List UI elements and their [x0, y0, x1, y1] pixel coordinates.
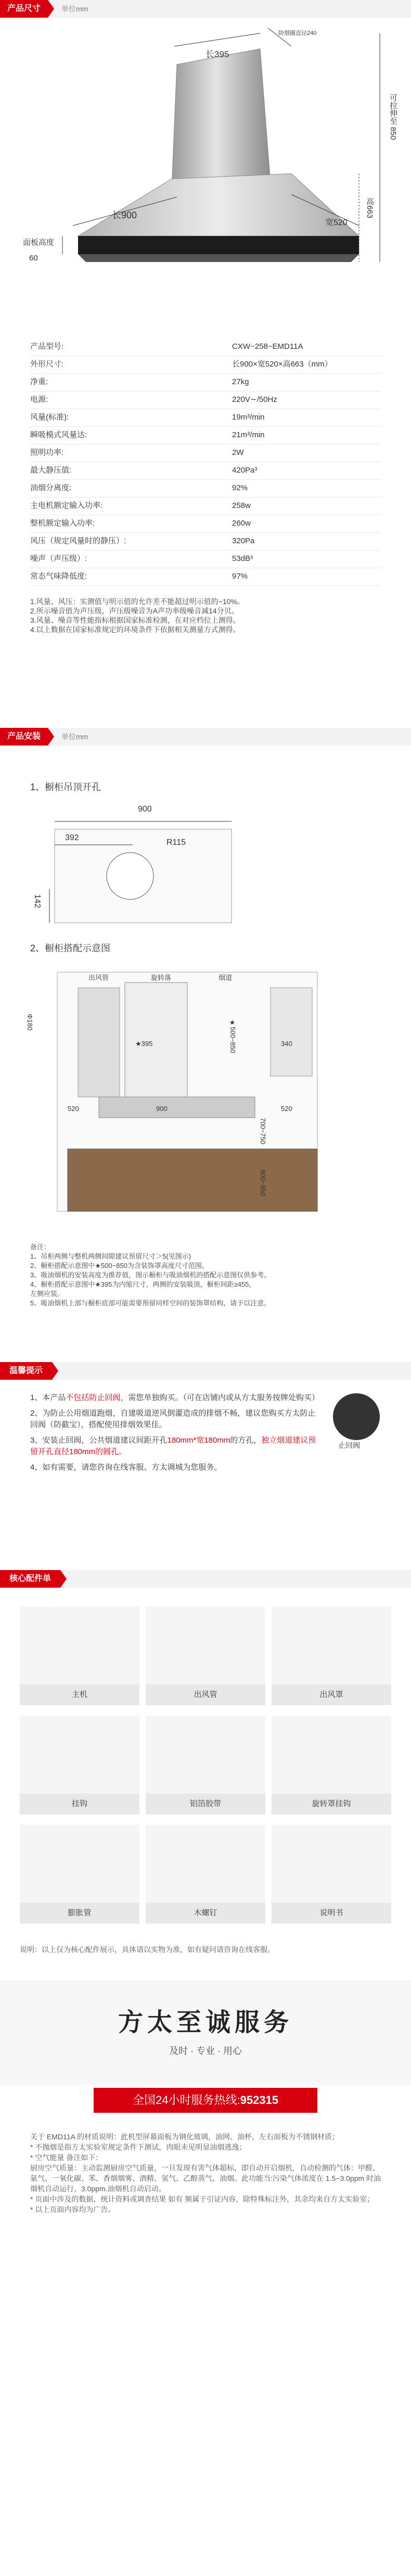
install-unit: 单位mm: [61, 733, 88, 741]
dim-900: 长900: [112, 210, 137, 220]
dim-900-label: 900: [138, 805, 152, 814]
size-header-bar: [0, 0, 411, 18]
spec-row: [30, 373, 381, 391]
spec-row: [30, 532, 381, 551]
spec-value: 320Pa: [232, 537, 255, 545]
spec-key: 油烟分离度:: [30, 483, 72, 492]
accessory-label: 说明书: [272, 1903, 391, 1924]
service-sub: 及时 · 专业 · 用心: [169, 2046, 242, 2056]
smoke-label: 烟道: [219, 974, 233, 982]
spec-value: CXW−258−EMD11A: [232, 342, 303, 351]
accessory-card: [146, 1606, 265, 1705]
dim-395-line: [174, 33, 260, 46]
install-step2: 2、橱柜搭配示意图: [30, 943, 111, 953]
hood-cover: [125, 983, 187, 1097]
accessory-image: [20, 1716, 139, 1794]
dim-395: 长395: [206, 49, 229, 59]
spec-value: 长900×宽520×高663（mm）: [232, 360, 332, 369]
rotate-label: 旋转落: [151, 974, 172, 982]
spec-row: [30, 462, 381, 480]
glass-panel: [78, 236, 359, 254]
install-notes: 备注： 1、吊柜两侧与整机两侧间隙建议预留尺寸＞5(见图示) 2、橱柜搭配示意图中★500−850为含装饰罩高度尺寸范围。 3、吸油烟机的安装高度为推荐值，图示橱柜与吸油烟机的搭配示意图仅供参考。 4、橱柜搭配示意图中★395为内缩尺寸，两侧的安装吸顶，橱柜间距≥455， 左侧应装。 5、吸油烟机上部与橱柜底部可能需要预留同样空间的装饰罩结构，请予以注意。: [30, 1243, 271, 1307]
dim-60-value: 60: [29, 254, 38, 263]
accessory-card: [272, 1716, 391, 1814]
accessory-card: [20, 1825, 139, 1924]
acc-section-header: [0, 1570, 411, 1588]
spec-value: 260w: [232, 519, 251, 528]
dim-520: 宽520: [325, 218, 348, 227]
spec-key: 外形尺寸:: [30, 360, 64, 369]
spec-value: 420Pa³: [232, 466, 258, 475]
pipe-label: 出风管: [88, 974, 109, 982]
service-title: 方太至诚服务: [118, 2008, 293, 2037]
d340-label: 340: [281, 1040, 292, 1048]
accessory-image: [146, 1825, 265, 1903]
accessory-card: [20, 1716, 139, 1814]
wall-cabinet: [271, 988, 312, 1076]
spec-key: 噪声（声压级）:: [30, 554, 87, 563]
warm-p2: 2、为防止公用烟道跑烟，自建吸道逆风倒灌造成的排烟不畅，建议您购买方太防止回阀（防截宝），搭配使用排烟效果佳。: [30, 1409, 316, 1429]
hotline-bar: [94, 2088, 317, 2113]
d700-label: 700−750: [259, 1118, 267, 1144]
spec-notes: 1.风量、风压：实测值与明示值的允许差不能超过明示值的−10%。 2.所示噪音值为声压级，声压级噪音为A声功率级噪音减14分贝。 3.风量、噪音等性能指标根据国家标准检测，在对应档位上测得。 4.以上数据在国家标准规定的环境条件下依据相关测量方式测得。: [30, 597, 245, 634]
accessory-label: 木螺钉: [146, 1903, 265, 1924]
chimney-shape: [172, 49, 271, 189]
size-unit: 单位mm: [61, 5, 88, 13]
hood-drawing: [0, 18, 411, 324]
spec-row: [30, 409, 381, 427]
spec-value: 97%: [232, 572, 248, 581]
spec-value: 27kg: [232, 377, 249, 386]
spec-row: [30, 356, 381, 374]
warm-bar: [0, 1362, 411, 1380]
size-section-header: [0, 0, 411, 18]
spec-value: 21m³/min: [232, 430, 265, 439]
hotline-number: 952315: [240, 2094, 278, 2107]
spec-key: 最大静压值:: [30, 466, 72, 475]
pipe-shape: [78, 988, 120, 1097]
spec-value: 19m³/min: [232, 413, 265, 422]
accessory-label: 出风管: [146, 1684, 265, 1705]
accessory-image: [272, 1716, 391, 1794]
spec-value: 258w: [232, 501, 251, 510]
spec-row: [30, 479, 381, 498]
install-section-header: [0, 728, 411, 746]
accessory-label: 挂钩: [20, 1794, 139, 1814]
hotline-label: 全国24小时服务热线:: [132, 2094, 240, 2107]
spec-key: 照明功率:: [30, 448, 64, 457]
accessory-card: [146, 1825, 265, 1924]
install-header-bar: [0, 728, 411, 746]
spec-value: 53dB³: [232, 554, 253, 563]
opening-circle: [107, 853, 153, 899]
dim-240: 防烟圈直径240: [278, 30, 317, 36]
dim-142-label: 142: [33, 894, 42, 908]
s395-label: ★395: [135, 1040, 153, 1048]
accessory-label: 旋转罩挂钩: [272, 1794, 391, 1814]
warm-text: [30, 1392, 322, 1473]
dim-663: 高663: [365, 198, 374, 219]
d800-label: 800−850: [259, 1170, 267, 1196]
warm-tips-section: [0, 1362, 411, 1534]
r115-label: R115: [166, 838, 186, 847]
check-valve-icon: [333, 1393, 380, 1440]
d900b-label: 900: [156, 1105, 168, 1113]
accessory-image: [20, 1825, 139, 1903]
acc-tag: 核心配件单: [0, 1570, 60, 1588]
accessory-image: [272, 1606, 391, 1684]
warm-p4: 4、如有需要，请您咨询在线客服、方太调城为您服务。: [30, 1463, 222, 1472]
cabinet-layout-drawing: [0, 962, 411, 1222]
spec-key: 瞬吸模式风量达:: [30, 430, 87, 439]
accessory-label: 主机: [20, 1684, 139, 1705]
install-tag: 产品安装: [0, 728, 48, 746]
spec-row: [30, 550, 381, 568]
valve-label: 止回阀: [338, 1441, 360, 1449]
hood-body: [78, 174, 359, 236]
warm-tag: 温馨提示: [0, 1362, 52, 1380]
spec-key: 主电机额定输入功率:: [30, 501, 103, 510]
warm-p3: 3、安装止回阀，公共烟道建议间距开孔180mm*宽180mm的方孔，独立烟道建议预留开孔直径180mm的圆孔。: [30, 1436, 316, 1456]
hood-base: [99, 1097, 255, 1118]
spec-value: 2W: [232, 448, 244, 457]
spec-value: 220V∼/50Hz: [232, 395, 277, 404]
spec-row: [30, 338, 381, 356]
d520b-label: 520: [281, 1105, 292, 1113]
s500-label: ★500−850: [229, 1019, 237, 1053]
accessory-card: [20, 1606, 139, 1705]
phi180-label: Φ180: [26, 1014, 34, 1031]
base-cabinet: [68, 1149, 317, 1211]
accessory-image: [272, 1825, 391, 1903]
service-banner: [0, 1981, 411, 2116]
spec-row: [30, 568, 381, 586]
d520a-label: 520: [68, 1105, 79, 1113]
accessory-image: [146, 1716, 265, 1794]
cabinet-opening-drawing: [0, 811, 411, 936]
size-tag: 产品尺寸: [0, 0, 48, 18]
spec-row: [30, 391, 381, 409]
dim-850: 可拉伸至 850: [389, 94, 397, 140]
accessory-label: 铝箔胶带: [146, 1794, 265, 1814]
dim-60-label: 面板高度: [23, 238, 55, 247]
accessory-label: 出风罩: [272, 1684, 391, 1705]
spec-key: 电源:: [30, 395, 48, 404]
spec-key: 整机额定输入功率:: [30, 519, 95, 528]
accessory-card: [272, 1606, 391, 1705]
spec-key: 产品型号:: [30, 342, 64, 351]
spec-row: [30, 426, 381, 444]
spec-row: [30, 497, 381, 515]
warm-p1: 1、本产品不包括防止回阀，需您单独购买。（可在店铺内或从方太服务按牌处购买）: [30, 1393, 319, 1402]
spec-key: 风压（规定风量时的静压）:: [30, 537, 126, 545]
spec-key: 常态气味降低度:: [30, 572, 87, 581]
acc-note: 说明：以上仅为核心配件展示，具体请以实物为准，如有疑问请咨询在线客服。: [20, 1945, 275, 1954]
footer-notes: 关于 EMD11A 的材质说明：此机型屏幕面板为钢化玻璃，油网、油杯、左右面板为不锈钢材质； * 不抛烟是指方太实验室规定条件下测试，肉眼未见明显油烟逃逸； * 空气能量 备注如下： 厨房空气质量：主动监测厨房空气质量，一旦发现有害气体超标，即自动开启烟机，自动检测的气体：甲醛、氨气、一氧化碳、苯、香烟烟雾、酒精、氢气、乙醇蒸气、油烟。此功能当:污染气体浓度在 1.5−3.0ppm 时油烟机自动运行，3.0ppm.油烟机自动启动。 * 页面中涉及的数据，统计资料或调查结果 如有 频属于引证内容，除特殊标注外，其余均来自方太实验室； * 以上页面内容均为广告。: [30, 2133, 381, 2214]
accessory-image: [20, 1606, 139, 1684]
accessory-card: [146, 1716, 265, 1814]
install-step1: 1、橱柜吊顶开孔: [30, 782, 101, 792]
spec-key: 净重:: [30, 377, 48, 386]
accessory-image: [146, 1606, 265, 1684]
accessory-card: [272, 1825, 391, 1924]
panel-bottom: [78, 254, 359, 262]
spec-row: [30, 515, 381, 533]
spec-key: 风量(标准):: [30, 413, 69, 422]
spec-value: 92%: [232, 483, 248, 492]
dim-392-label: 392: [65, 833, 79, 842]
spec-row: [30, 444, 381, 462]
accessory-label: 膨胀管: [20, 1903, 139, 1924]
